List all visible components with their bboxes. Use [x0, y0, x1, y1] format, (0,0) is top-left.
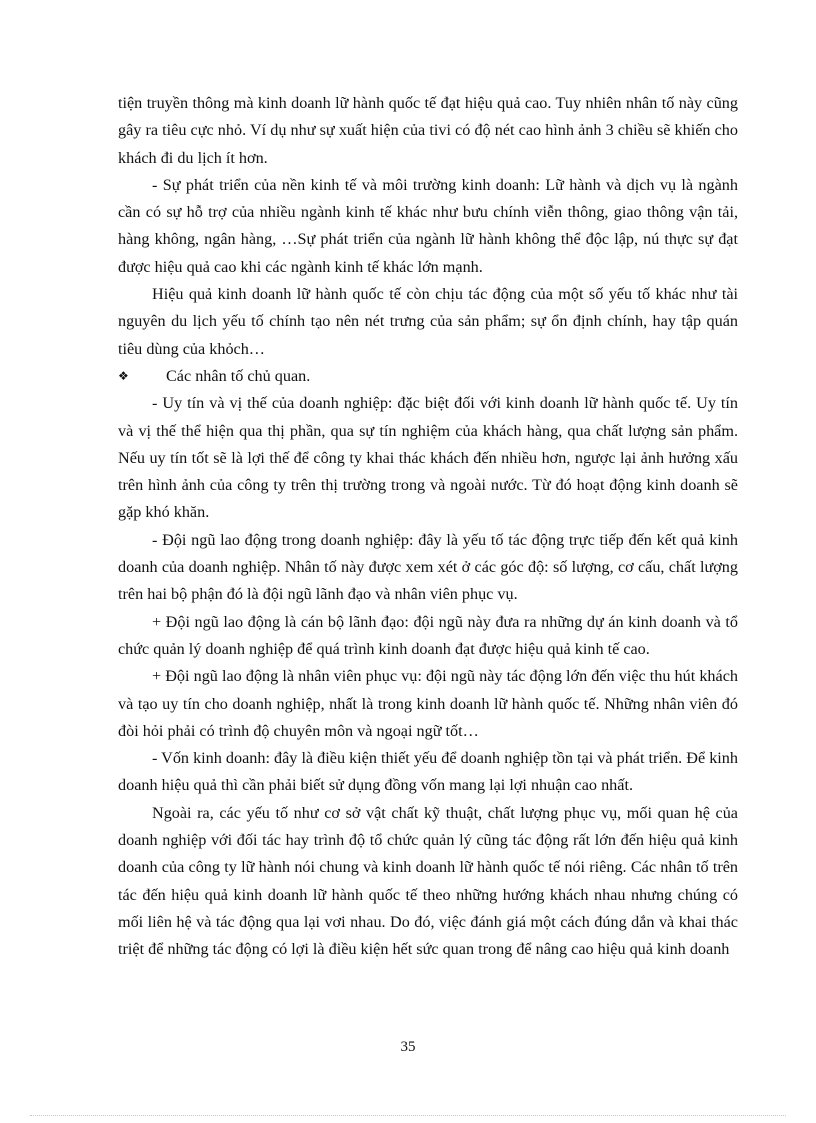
paragraph: - Sự phát triển của nền kinh tế và môi trường kinh doanh: Lữ hành và dịch vụ là ngành cần có sự hỗ trợ của nhiều ngành kinh tế khác như bưu chính viễn thông, giao thông vận tải, hàng không, ngân hàng, …Sự phát triển của ngành lữ hành không thể độc lập, nú thực sự đạt được hiệu quả cao khi các ngành kinh tế khác lớn mạnh. [118, 175, 738, 276]
paragraph: Hiệu quả kinh doanh lữ hành quốc tế còn chịu tác động của một số yếu tố khác như tài nguyên du lịch yếu tố chính tạo nên nét trưng của sản phẩm; sự ổn định chính, hay tập quán tiêu dùng của khỏch… [118, 285, 738, 358]
bullet-heading-text: Các nhân tố chủ quan. [166, 366, 311, 385]
paragraph: + Đội ngũ lao động là cán bộ lãnh đạo: đội ngũ này đưa ra những dự án kinh doanh và tổ chức quản lý doanh nghiệp để quá trình kinh doanh đạt được hiệu quả kinh tế cao. [118, 612, 738, 658]
body-text [118, 90, 738, 964]
paragraph: - Uy tín và vị thế của doanh nghiệp: đặc biệt đối với kinh doanh lữ hành quốc tế. Uy tín và vị thế thể hiện qua thị phần, qua sự tín nghiệm của khách hàng, qua chất lượng sản phẩm. Nếu uy tín tốt sẽ là lợi thế để công ty khai thác khách đến nhiều hơn, ngược lại ảnh hưởng xấu trên hình ảnh của công ty trên thị trường trong và ngoài nước. Từ đó hoạt động kinh doanh sẽ gặp khó khăn. [118, 394, 738, 522]
bullet-heading [118, 363, 738, 390]
paragraph: Ngoài ra, các yếu tố như cơ sở vật chất kỹ thuật, chất lượng phục vụ, mối quan hệ của doanh nghiệp với đối tác hay trình độ tổ chức quản lý cũng tác động rất lớn đến hiệu quả kinh doanh của công ty lữ hành nói chung và kinh doanh lữ hành quốc tế nói riêng. Các nhân tố trên tác đến hiệu quả kinh doanh lữ hành quốc tế theo những hướng khách nhau nhưng chúng có mối liên hệ và tác động qua lại vơi nhau. Do đó, việc đánh giá một cách đúng dắn và khai thác triệt để những tác động có lợi là điều kiện hết sức quan trong để nâng cao hiệu quả kinh doanh [118, 803, 738, 959]
page-number: 35 [400, 1039, 416, 1055]
paragraph: - Đội ngũ lao động trong doanh nghiệp: đây là yếu tố tác động trực tiếp đến kết quả kinh doanh của doanh nghiệp. Nhân tố này được xem xét ở các góc độ: số lượng, cơ cấu, chất lượng trên hai bộ phận đó là đội ngũ lãnh đạo và nhân viên phục vụ. [118, 530, 738, 604]
page-bottom-divider [30, 1115, 786, 1116]
paragraph: tiện truyền thông mà kinh doanh lữ hành quốc tế đạt hiệu quả cao. Tuy nhiên nhân tố này cũng gây ra tiêu cực nhỏ. Ví dụ như sự xuất hiện của tivi có độ nét cao hình ảnh 3 chiều sẽ khiến cho khách đi du lịch ít hơn. [118, 94, 738, 167]
paragraph: + Đội ngũ lao động là nhân viên phục vụ: đội ngũ này tác động lớn đến việc thu hút khách và tạo uy tín cho doanh nghiệp, nhất là trong kinh doanh lữ hành quốc tế. Những nhân viên đó đòi hỏi phải có trình độ chuyên môn và ngoại ngữ tốt… [118, 667, 738, 740]
paragraph: - Vốn kinh doanh: đây là điều kiện thiết yếu để doanh nghiệp tồn tại và phát triển. Để kinh doanh hiệu quả thì cần phải biết sử dụng đồng vốn mang lại lợi nhuận cao nhất. [118, 749, 738, 795]
diamond-bullet-icon: ❖ [118, 368, 129, 383]
